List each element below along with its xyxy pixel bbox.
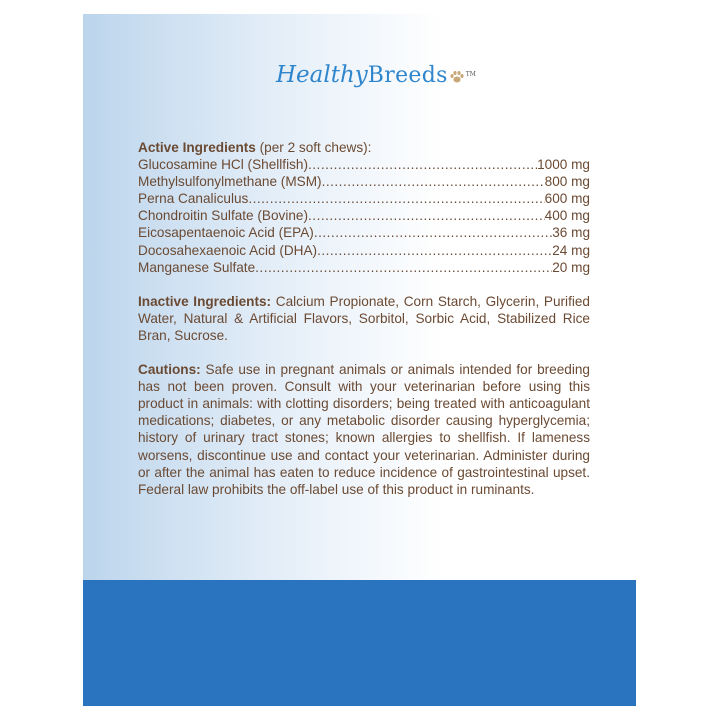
ingredient-name: Perna Canaliculus — [138, 191, 249, 207]
ingredient-amount: 24 mg — [552, 242, 590, 258]
inactive-ingredients-paragraph — [138, 293, 590, 344]
dot-leader — [314, 224, 552, 241]
cautions-paragraph — [138, 361, 590, 498]
ingredient-name: Chondroitin Sulfate (Bovine) — [138, 208, 309, 224]
ingredient-amount: 600 mg — [544, 191, 590, 207]
inactive-ingredients-heading: Inactive Ingredients: — [138, 293, 272, 309]
brand-word-breeds: Breeds — [367, 63, 448, 88]
inactive-ingredients-text: Calcium Propionate, Corn Starch, Glycerin, Purified Water, Natural & Artificial Flavors, Sorbitol, Sorbic Acid, Stabilized Rice Bran, Sucrose. — [138, 293, 590, 343]
trademark-mark: TM — [465, 70, 476, 78]
ingredient-amount: 36 mg — [552, 225, 590, 241]
ingredient-list — [138, 156, 590, 276]
ingredient-name: Manganese Sulfate — [138, 259, 256, 275]
ingredient-amount: 400 mg — [544, 208, 590, 224]
cautions-text: Safe use in pregnant animals or animals intended for breeding has not been proven. Consult with your veterinarian before using this product in animals: with clotting disorders; being treated with anticoagulant medications; diabetes, or any metabolic disorder causing hyperglycemia; history of urinary tract stones; known allergies to shellfish. If lameness worsens, discontinue use and contact your veterinarian. Administer during or after the animal has eaten to reduce incidence of gastrointestinal upset. Federal law prohibits the off-label use of this product in ruminants. — [138, 362, 590, 497]
active-ingredients-section — [138, 139, 590, 276]
label-content — [138, 139, 590, 498]
ingredient-name: Eicosapentaenoic Acid (EPA) — [138, 225, 314, 241]
ingredient-name: Methylsulfonylmethane (MSM) — [138, 174, 322, 190]
cautions-heading: Cautions: — [138, 362, 201, 378]
dot-leader — [308, 156, 537, 173]
dot-leader — [308, 207, 545, 224]
ingredient-row — [138, 207, 590, 224]
brand-logo — [276, 62, 476, 106]
ingredient-amount: 800 mg — [544, 174, 590, 190]
brand-word-healthy: Healthy — [276, 62, 368, 88]
dot-leader — [322, 173, 545, 190]
ingredient-name: Glucosamine HCl (Shellfish) — [138, 157, 308, 173]
active-ingredients-title — [138, 139, 590, 156]
dot-leader — [317, 242, 552, 259]
ingredient-row — [138, 190, 590, 207]
paw-icon — [449, 69, 465, 88]
ingredient-row — [138, 173, 590, 190]
ingredient-name: Docosahexaenoic Acid (DHA) — [138, 242, 318, 258]
ingredient-row — [138, 156, 590, 173]
ingredient-amount: 20 mg — [552, 259, 590, 275]
dot-leader — [248, 190, 544, 207]
active-ingredients-subheading: (per 2 soft chews): — [255, 140, 372, 155]
footer-band — [83, 580, 636, 706]
ingredient-row — [138, 224, 590, 241]
ingredient-amount: 1000 mg — [537, 157, 590, 173]
dot-leader — [255, 259, 552, 276]
active-ingredients-heading: Active Ingredients — [138, 140, 256, 155]
ingredient-row — [138, 242, 590, 259]
ingredient-row — [138, 259, 590, 276]
